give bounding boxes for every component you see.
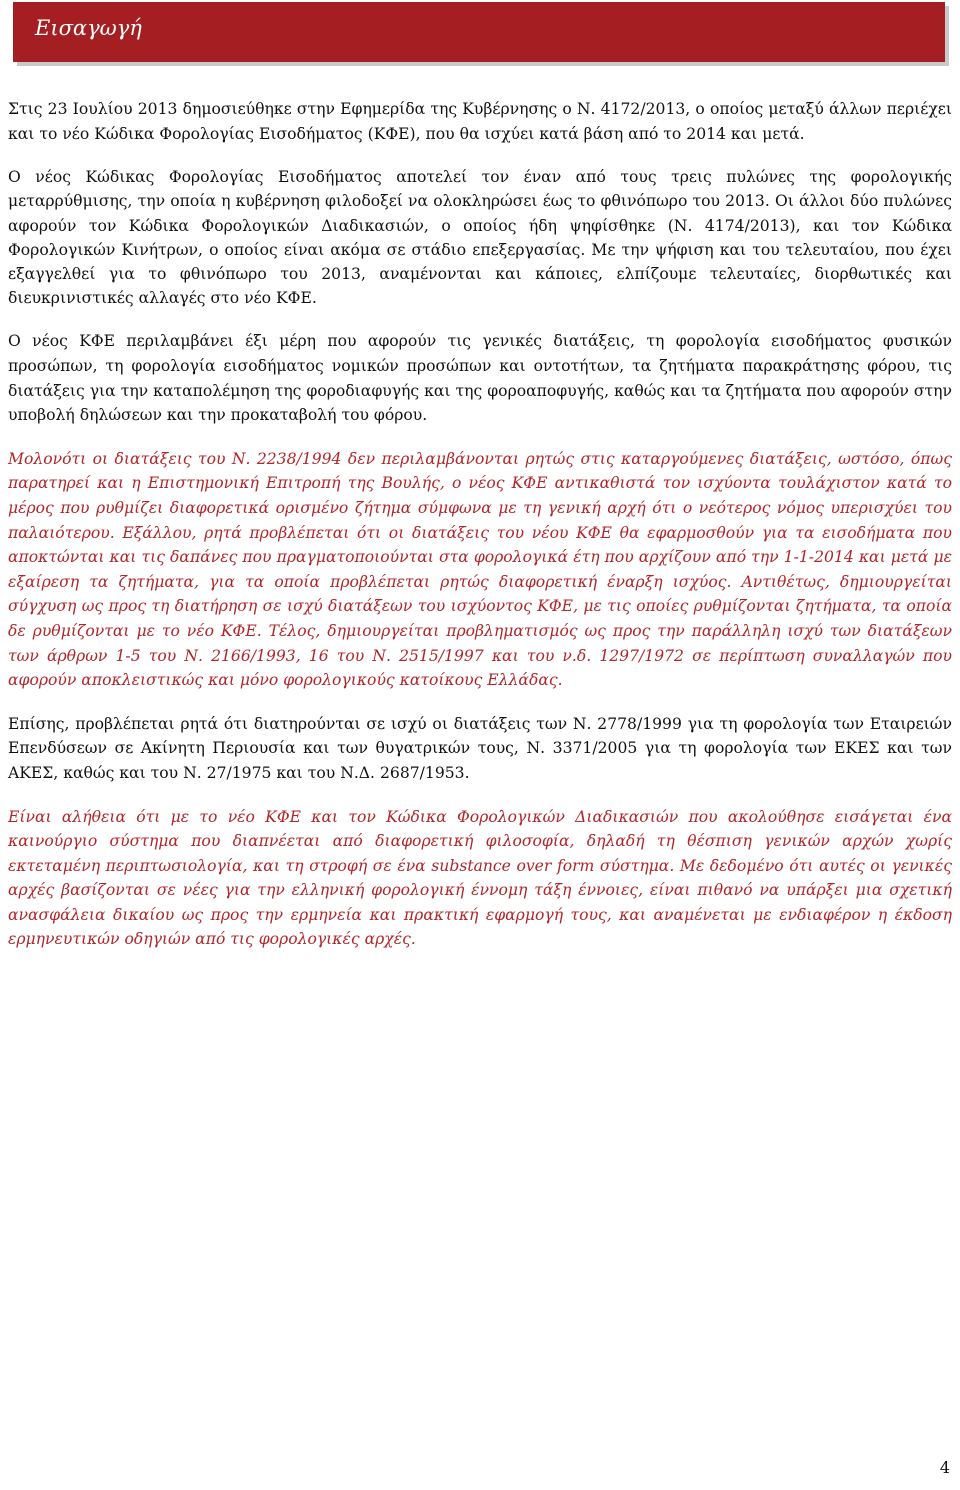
paragraph-commentary-transition: Μολονότι οι διατάξεις του Ν. 2238/1994 δεν περιλαμβάνονται ρητώς στις καταργούμενες διατάξεις, ωστόσο, όπως παρατηρεί και η Επιστημονική Επιτροπή της Βουλής, ο νέος ΚΦΕ αντικαθιστά τον ισχύοντα τουλάχιστον κατά το μέρος που ρυθμίζει διαφορετικά ορισμένο ζήτημα σύμφωνα με τη γενική αρχή ότι ο νεότερος νόμος υπερισχύει του παλαιότερου. Εξάλλου, ρητά προβλέπεται ότι οι διατάξεις του νέου ΚΦΕ θα εφαρμοσθούν για τα εισοδήματα που αποκτώνται και τις δαπάνες που πραγματοποιούνται στα φορολογικά έτη που αρχίζουν από την 1-1-2014 και μετά με εξαίρεση τα ζητήματα, για τα οποία προβλέπεται ρητώς διαφορετική έναρξη ισχύος. Αντιθέτως, δημιουργείται σύγχυση ως προς τη διατήρηση σε ισχύ διατάξεων του ισχύοντος ΚΦΕ, με τις οποίες ρυθμίζονται ζητήματα, τα οποία δε ρυθμίζονται με το νέο ΚΦΕ. Τέλος, δημιουργείται προβληματισμός ως προς την παράλληλη ισχύ των διατάξεων των άρθρων 1-5 του Ν. 2166/1993, 16 του Ν. 2515/1997 και του ν.δ. 1297/1972 σε περίπτωση συναλλαγών που αφορούν αποκλειστικώς και μόνο φορολογικούς κατοίκους Ελλάδας. bbox=[8, 449, 952, 690]
paragraph-intro: Στις 23 Ιουλίου 2013 δημοσιεύθηκε στην Εφημερίδα της Κυβέρνησης ο Ν. 4172/2013, ο οποίος μεταξύ άλλων περιέχει και το νέο Κώδικα Φορολογίας Εισοδήματος (ΚΦΕ), που θα ισχύει κατά βάση από το 2014 και μετά. bbox=[8, 100, 952, 143]
paragraph-retained-provisions: Επίσης, προβλέπεται ρητά ότι διατηρούνται σε ισχύ οι διατάξεις των Ν. 2778/1999 για τη φορολογία των Εταιρειών Επενδύσεων σε Ακίνητη Περιουσία και των θυγατρικών τους, Ν. 3371/2005 για τη φορολογία των ΕΚΕΣ και των ΑΚΕΣ, καθώς και του Ν. 27/1975 και του Ν.Δ. 2687/1953. bbox=[8, 714, 952, 782]
paragraph-pillars: Ο νέος Κώδικας Φορολογίας Εισοδήματος αποτελεί τον έναν από τους τρεις πυλώνες της φορολογικής μεταρρύθμισης, την οποία η κυβέρνηση φιλοδοξεί να ολοκληρώσει έως το φθινόπωρο του 2013. Οι άλλοι δύο πυλώνες αφορούν τον Κώδικα Φορολογικών Διαδικασιών, ο οποίος ήδη ψηφίσθηκε (Ν. 4174/2013), και τον Κώδικα Φορολογικών Κινήτρων, ο οποίος είναι ακόμα σε στάδιο επεξεργασίας. Με την ψήφιση και του τελευταίου, που έχει εξαγγελθεί για το φθινόπωρο του 2013, αναμένονται και κάποιες, ελπίζουμε τελευταίες, διορθωτικές και διευκρινιστικές αλλαγές στο νέο ΚΦΕ. bbox=[8, 168, 952, 308]
paragraph-commentary-philosophy: Είναι αλήθεια ότι με το νέο ΚΦΕ και τον Κώδικα Φορολογικών Διαδικασιών που ακολούθησε εισάγεται ένα καινούργιο σύστημα που διαπνέεται από διαφορετική φιλοσοφία, δηλαδή τη θέσπιση γενικών αρχών χωρίς εκτεταμένη περιπτωσιολογία, και τη στροφή σε ένα substance over form σύστημα. Με δεδομένο ότι αυτές οι γενικές αρχές βασίζονται σε νέες για την ελληνική φορολογική έννομη τάξη έννοιες, είναι πιθανό να υπάρξει μια σχετική ανασφάλεια δικαίου ως προς την ερμηνεία και πρακτική εφαρμογή τους, και αναμένεται με ενδιαφέρον η έκδοση ερμηνευτικών οδηγιών από τις φορολογικές αρχές. bbox=[8, 807, 952, 949]
document-body bbox=[8, 97, 952, 971]
page-number: 4 bbox=[939, 1458, 950, 1477]
section-title: Εισαγωγή bbox=[35, 16, 142, 40]
paragraph-structure: Ο νέος ΚΦΕ περιλαμβάνει έξι μέρη που αφορούν τις γενικές διατάξεις, τη φορολογία εισοδήματος φυσικών προσώπων, τη φορολογία εισοδήματος νομικών προσώπων και οντοτήτων, τα ζητήματα παρακράτησης φόρου, τις διατάξεις για την καταπολέμηση της φοροδιαφυγής και της φοροαποφυγής, καθώς και τα ζητήματα που αφορούν στην υποβολή δηλώσεων και την προκαταβολή του φόρου. bbox=[8, 332, 952, 425]
section-header-band bbox=[13, 2, 945, 62]
